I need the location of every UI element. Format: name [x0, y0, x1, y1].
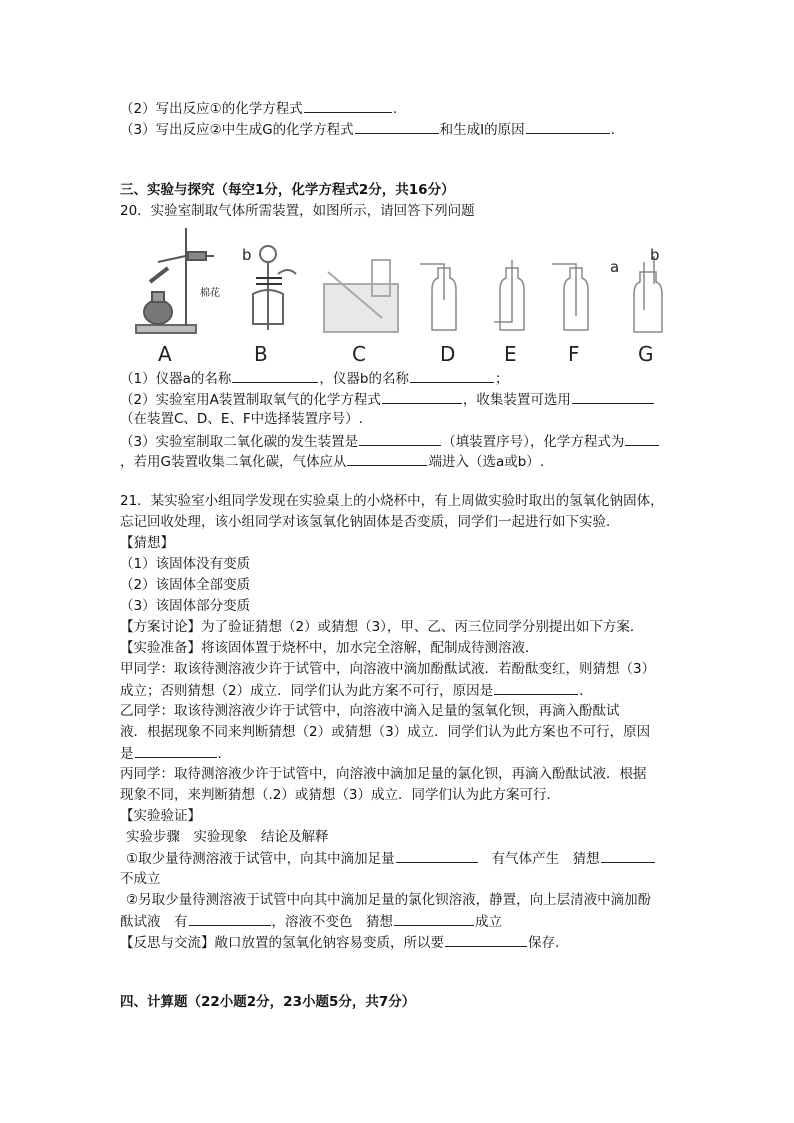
q20-stem: 20．实验室制取气体所需装置，如图所示，请回答下列问题	[120, 203, 475, 219]
q20-part-2: （2）实验室用A装置制取氧气的化学方程式 ，收集装置可选用	[120, 389, 655, 410]
student-jia-2: 成立；否则猜想（2）成立．同学们认为此方案不可行，原因是 .	[120, 680, 583, 701]
figure-label-f: F	[568, 342, 580, 366]
answer-blank[interactable]	[347, 451, 427, 466]
q19-line-3: （3）写出反应②中生成G的化学方程式 和生成I的原因 .	[120, 119, 615, 140]
student-jia-1: 甲同学：取该待测溶液少许于试管中，向溶液中滴加酚酞试液．若酚酞变红，则猜想（3）	[120, 661, 656, 677]
student-yi-3: 是 .	[120, 743, 222, 764]
step-1-cont: 不成立	[120, 871, 161, 887]
answer-blank[interactable]	[394, 911, 474, 926]
guess-title: 【猜想】	[120, 535, 174, 551]
answer-blank[interactable]	[359, 431, 441, 446]
label-cotton: 棉花	[200, 288, 220, 299]
student-bing-1: 丙同学：取待测溶液少许于试管中，向溶液中滴加足量的氯化钡，再滴入酚酞试液．根据	[120, 766, 647, 782]
label-a-apparatus-g: a	[610, 258, 620, 276]
student-yi-1: 乙同学：取该待测溶液少许于试管中，向溶液中滴入足量的氢氧化钡，再滴入酚酞试	[120, 703, 620, 719]
guess-2: （2）该固体全部变质	[120, 577, 251, 593]
student-yi-2: 液．根据现象不同来判断猜想（2）或猜想（3）成立．同学们认为此方案也不可行，原因	[120, 724, 651, 740]
figure-label-b: B	[254, 342, 268, 366]
q20-part-1: （1）仪器a的名称 ，仪器b的名称 ；	[120, 368, 508, 389]
answer-blank[interactable]	[189, 911, 271, 926]
answer-blank[interactable]	[625, 431, 659, 446]
answer-blank[interactable]	[382, 389, 462, 404]
guess-3: （3）该固体部分变质	[120, 598, 251, 614]
answer-blank[interactable]	[396, 848, 478, 863]
answer-blank[interactable]	[494, 680, 578, 695]
section-4-title: 四、计算题（22小题2分，23小题5分，共7分）	[120, 994, 416, 1010]
plan-discussion: 【方案讨论】为了验证猜想（2）或猜想（3），甲、乙、丙三位同学分别提出如下方案．	[120, 619, 644, 635]
answer-blank[interactable]	[232, 368, 318, 383]
label-b-apparatus-b: b	[242, 246, 252, 264]
guess-1: （1）该固体没有变质	[120, 556, 251, 572]
apparatus-figure	[128, 222, 688, 370]
section-3-title: 三、实验与探究（每空1分，化学方程式2分，共16分）	[120, 182, 455, 198]
experiment-prep: 【实验准备】将该固体置于烧杯中，加水完全溶解，配制成待测溶液．	[120, 640, 539, 656]
answer-blank[interactable]	[445, 932, 527, 947]
q20-part-3-cont: ，若用G装置收集二氧化碳，气体应从 端进入（选a或b）.	[120, 451, 544, 472]
step-1: ①取少量待测溶液于试管中，向其中滴加足量 有气体产生 猜想	[126, 848, 656, 869]
q21-stem-1: 21．某实验室小组同学发现在实验桌上的小烧杯中，有上周做实验时取出的氢氧化钠固体，	[120, 493, 664, 509]
table-headers: 实验步骤 实验现象 结论及解释	[126, 829, 329, 845]
answer-blank[interactable]	[304, 98, 392, 113]
answer-blank[interactable]	[526, 119, 610, 134]
answer-blank[interactable]	[355, 119, 439, 134]
step-2-cont: 酞试液 有 ，溶液不变色 猜想 成立	[120, 911, 502, 932]
q19-line-2: （2）写出反应①的化学方程式 .	[120, 98, 397, 119]
step-2: ②另取少量待测溶液于试管中向其中滴加足量的氯化钡溶液，静置，向上层清液中滴加酚	[126, 892, 652, 908]
student-bing-2: 现象不同，来判断猜想（.2）或猜想（3）成立．同学们认为此方案可行．	[120, 787, 560, 803]
figure-label-c: C	[352, 342, 366, 366]
figure-label-d: D	[440, 342, 456, 366]
answer-blank[interactable]	[410, 368, 494, 383]
figure-label-a: A	[158, 342, 172, 366]
figure-label-e: E	[504, 342, 517, 366]
q20-part-3: （3）实验室制取二氧化碳的发生装置是 （填装置序号），化学方程式为	[120, 431, 660, 452]
answer-blank[interactable]	[135, 743, 217, 758]
figure-label-g: G	[638, 342, 654, 366]
verify-title: 【实验验证】	[120, 808, 201, 824]
answer-blank[interactable]	[601, 848, 655, 863]
q21-stem-2: 忘记回收处理，该小组同学对该氢氧化钠固体是否变质，同学们一起进行如下实验．	[120, 514, 620, 530]
q20-part-2-cont: （在装置C、D、E、F中选择装置序号）.	[120, 411, 363, 427]
answer-blank[interactable]	[572, 389, 654, 404]
label-b-apparatus-g: b	[650, 246, 660, 264]
reflection: 【反思与交流】敞口放置的氢氧化钠容易变质，所以要 保存.	[120, 932, 559, 953]
